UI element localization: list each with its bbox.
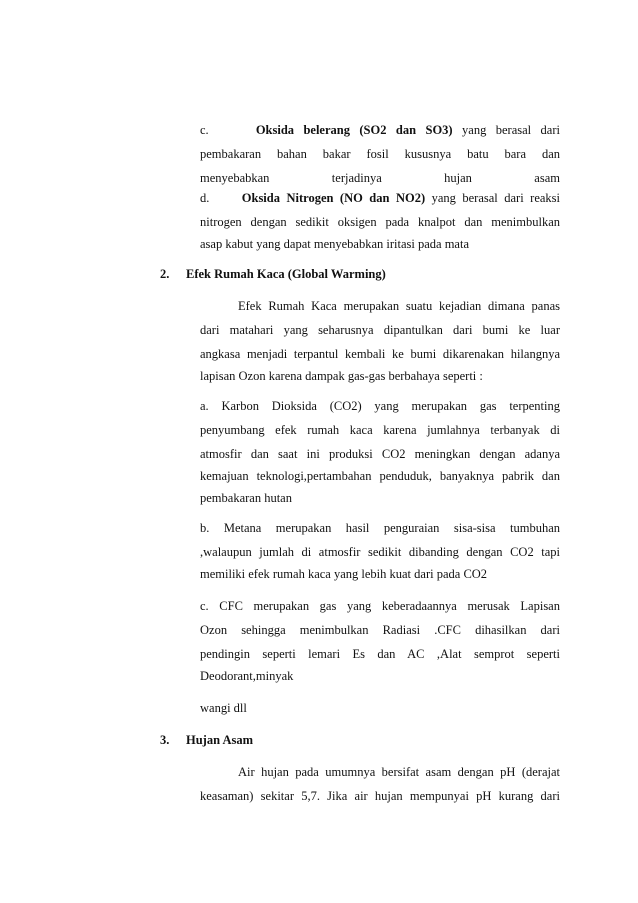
s2-item-a-line2: penyumbang efek rumah kaca karena jumlahnya terbanyak di [200, 423, 560, 437]
s2-item-a-line1: a. Karbon Dioksida (CO2) yang merupakan gas terpenting [200, 399, 560, 413]
section3-title: Hujan Asam [186, 733, 254, 747]
s1-item-c-line3: menyebabkan terjadinya hujan asam [200, 171, 560, 185]
s2-item-b-line3: memiliki efek rumah kaca yang lebih kuat dari pada CO2 [200, 567, 488, 581]
s2-para-line1: Efek Rumah Kaca merupakan suatu kejadian dimana panas [238, 299, 560, 313]
s2-para-line3: angkasa menjadi terpantul kembali ke bumi dikarenakan hilangnya [200, 347, 560, 361]
s2-para-line4: lapisan Ozon karena dampak gas-gas berbahaya seperti : [200, 369, 483, 383]
s2-item-b-line2: ,walaupun jumlah di atmosfir sedikit dibanding dengan CO2 tapi [200, 545, 560, 559]
s2-item-c-line4: Deodorant,minyak [200, 669, 294, 683]
section2-number: 2. [160, 267, 170, 281]
section3-number: 3. [160, 733, 170, 747]
s2-item-c-line1: c. CFC merupakan gas yang keberadaannya merusak Lapisan [200, 599, 560, 613]
s1-item-c-line2: pembakaran bahan bakar fosil kususnya batu bara dan [200, 147, 560, 161]
s1-item-d-rest: yang berasal dari reaksi [431, 191, 560, 205]
s1-item-d-line2: nitrogen dengan sedikit oksigen pada knalpot dan menimbulkan [200, 215, 560, 229]
s1-item-c-rest: yang berasal dari [462, 123, 560, 137]
s2-item-c-line2: Ozon sehingga menimbulkan Radiasi .CFC dihasilkan dari [200, 623, 560, 637]
s2-para-line2: dari matahari yang seharusnya dipantulkan dari bumi ke luar [200, 323, 560, 337]
s1-item-d-marker: d. [200, 191, 210, 205]
s2-item-a-line3: atmosfir dan saat ini produksi CO2 meningkan dengan adanya [200, 447, 560, 461]
s2-item-c-line5: wangi dll [200, 701, 247, 715]
s2-item-a-line5: pembakaran hutan [200, 491, 292, 505]
s2-item-b-line1: b. Metana merupakan hasil penguraian sisa-sisa tumbuhan [200, 521, 560, 535]
s1-item-c-marker: c. [200, 123, 209, 137]
section2-title: Efek Rumah Kaca (Global Warming) [186, 267, 386, 281]
s1-item-c-bold: Oksida belerang (SO2 dan SO3) [255, 123, 453, 137]
s3-para-line2: keasaman) sekitar 5,7. Jika air hujan mempunyai pH kurang dari [200, 789, 560, 803]
s1-item-d-line1 [200, 190, 560, 206]
s2-item-a-line4: kemajuan teknologi,pertambahan penduduk, banyaknya pabrik dan [200, 469, 560, 483]
s2-item-c-line3: pendingin seperti lemari Es dan AC ,Alat semprot seperti [200, 647, 560, 661]
s1-item-c-line1 [200, 122, 560, 138]
s1-item-d-line3: asap kabut yang dapat menyebabkan iritasi pada mata [200, 237, 469, 251]
s1-item-d-bold: Oksida Nitrogen (NO dan NO2) [241, 191, 426, 205]
s3-para-line1: Air hujan pada umumnya bersifat asam dengan pH (derajat [238, 765, 560, 779]
